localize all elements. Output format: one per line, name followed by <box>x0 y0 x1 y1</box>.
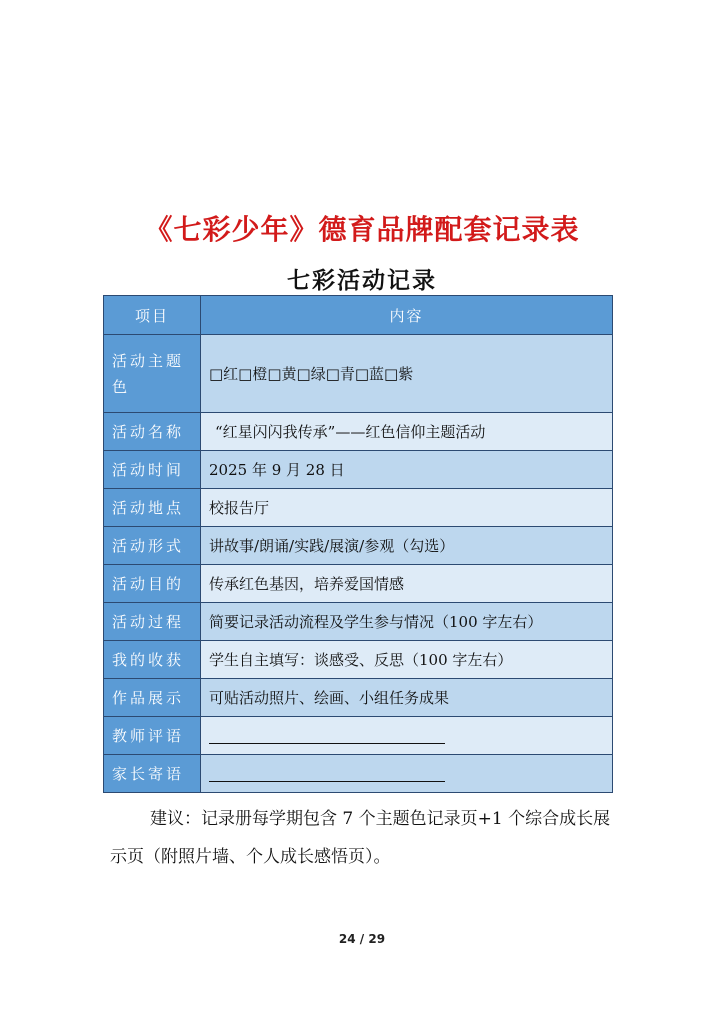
table-row <box>104 565 613 603</box>
parent-message-field[interactable] <box>201 755 613 793</box>
suggestion-note: 建议：记录册每学期包含 7 个主题色记录页+1 个综合成长展示页（附照片墙、个人成长感悟页）。 <box>110 809 611 867</box>
document-title: 《七彩少年》德育品牌配套记录表 <box>144 213 580 246</box>
teacher-comment-field[interactable] <box>201 717 613 755</box>
table-row <box>104 755 613 793</box>
page-number: 24 / 29 <box>338 932 386 946</box>
table-row <box>104 489 613 527</box>
table-row <box>104 413 613 451</box>
table-row <box>104 641 613 679</box>
table-row <box>104 679 613 717</box>
row-label-work-display: 作品展示 <box>104 679 201 717</box>
row-label-activity-process: 活动过程 <box>104 603 201 641</box>
table-header-row <box>104 296 613 335</box>
row-label-activity-format: 活动形式 <box>104 527 201 565</box>
row-value-theme-color[interactable]: □红□橙□黄□绿□青□蓝□紫 <box>201 335 613 413</box>
table-row <box>104 527 613 565</box>
table-row <box>104 335 613 413</box>
row-label-activity-location: 活动地点 <box>104 489 201 527</box>
header-item: 项目 <box>104 296 201 335</box>
table-row <box>104 451 613 489</box>
row-value-activity-time: 2025 年 9 月 28 日 <box>201 451 613 489</box>
row-value-activity-purpose: 传承红色基因，培养爱国情感 <box>201 565 613 603</box>
row-label-theme-color: 活动主题色 <box>104 335 201 413</box>
teacher-comment-line[interactable] <box>209 729 445 744</box>
table-row <box>104 717 613 755</box>
parent-message-line[interactable] <box>209 767 445 782</box>
table-row <box>104 603 613 641</box>
row-value-activity-name: “红星闪闪我传承”——红色信仰主题活动 <box>201 413 613 451</box>
row-value-activity-format[interactable]: 讲故事/朗诵/实践/展演/参观（勾选） <box>201 527 613 565</box>
row-label-teacher-comment: 教师评语 <box>104 717 201 755</box>
activity-record-table <box>103 295 613 793</box>
row-label-activity-name: 活动名称 <box>104 413 201 451</box>
row-value-my-gains[interactable]: 学生自主填写：谈感受、反思（100 字左右） <box>201 641 613 679</box>
row-value-work-display[interactable]: 可贴活动照片、绘画、小组任务成果 <box>201 679 613 717</box>
row-label-activity-purpose: 活动目的 <box>104 565 201 603</box>
header-content: 内容 <box>201 296 613 335</box>
row-label-activity-time: 活动时间 <box>104 451 201 489</box>
row-label-parent-message: 家长寄语 <box>104 755 201 793</box>
row-value-activity-location: 校报告厅 <box>201 489 613 527</box>
row-label-my-gains: 我的收获 <box>104 641 201 679</box>
document-subtitle: 七彩活动记录 <box>287 267 437 294</box>
row-value-activity-process[interactable]: 简要记录活动流程及学生参与情况（100 字左右） <box>201 603 613 641</box>
